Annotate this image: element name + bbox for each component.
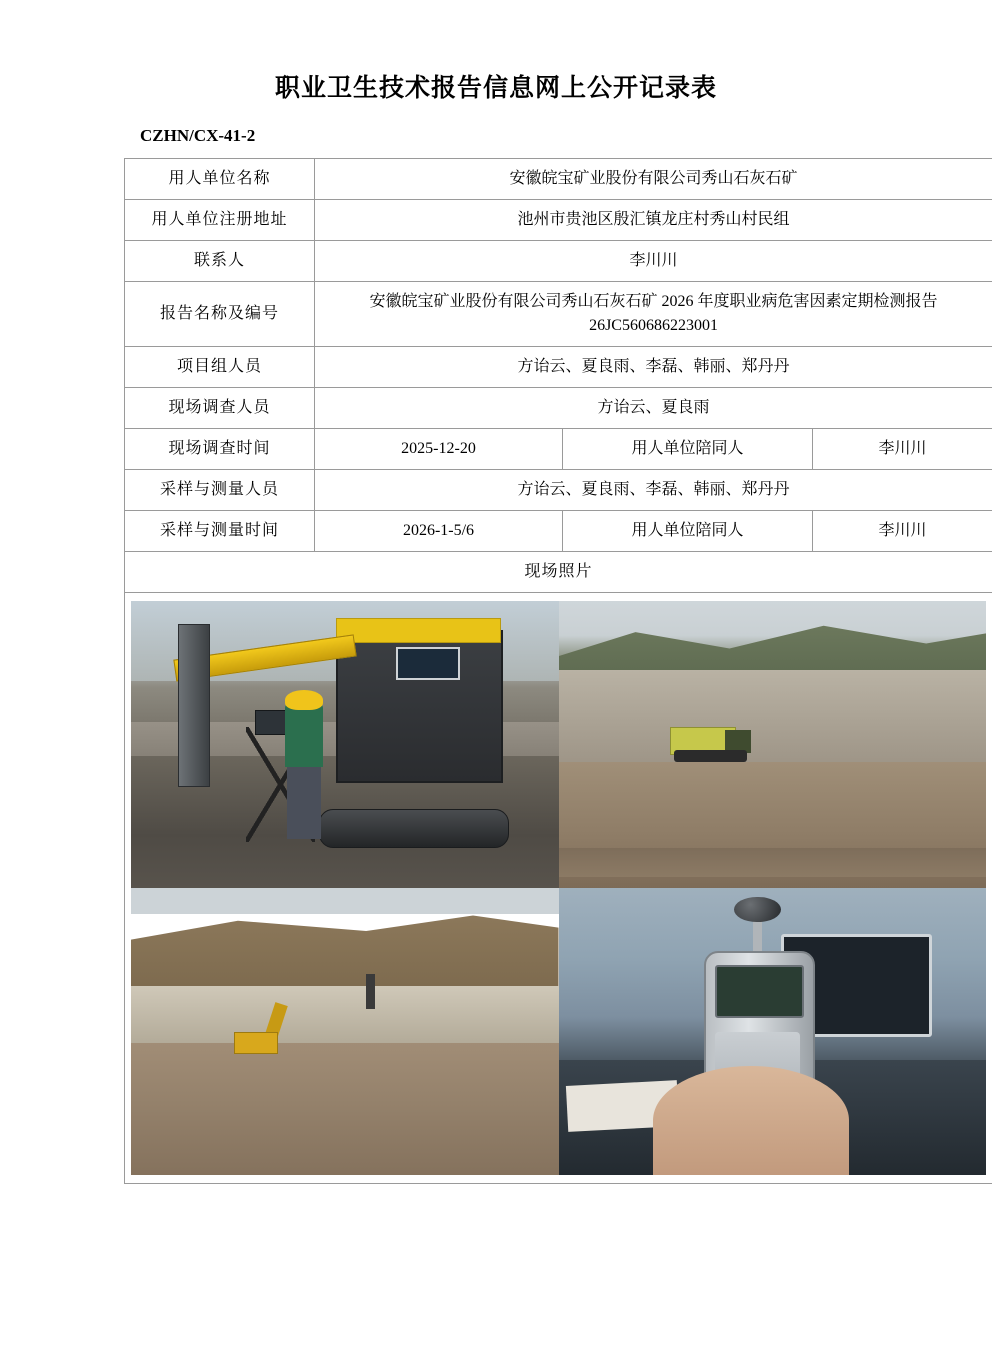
row-label-survey-staff: 现场调查人员 [125,388,315,429]
row-value-survey-accompanier: 李川川 [813,429,992,470]
photo3-earth-slope [131,905,559,991]
photo-quarry-dump-truck [559,601,987,888]
row-value-contact-person: 李川川 [315,241,992,282]
photo2-tire-tracks [559,848,987,877]
table-row [125,200,992,241]
photo1-drill-mast [178,624,210,787]
row-value-sampling-accompanier: 李川川 [813,511,992,552]
photo1-safety-helmet [285,690,323,710]
photo1-crawler-track [319,809,509,848]
table-row [125,282,992,347]
row-label-sampling-date: 采样与测量时间 [125,511,315,552]
row-label-project-team: 项目组人员 [125,347,315,388]
record-table [124,158,992,1184]
photo3-sky [131,888,559,914]
row-value-survey-staff: 方诒云、夏良雨 [315,388,992,429]
row-value-sampling-staff: 方诒云、夏良雨、李磊、韩丽、郑丹丹 [315,470,992,511]
row-value-project-team: 方诒云、夏良雨、李磊、韩丽、郑丹丹 [315,347,992,388]
row-value-employer-name: 安徽皖宝矿业股份有限公司秀山石灰石矿 [315,159,992,200]
row-label-contact-person: 联系人 [125,241,315,282]
photo2-truck-wheels [674,750,747,761]
photo3-excavator-body [234,1032,279,1054]
photo-sound-level-meter [559,888,987,1175]
photo2-rock-face [559,670,987,768]
row-label-survey-date: 现场调查时间 [125,429,315,470]
photo1-worker-body [285,704,323,767]
photo-grid [131,601,986,1175]
photo4-microphone-stem [753,917,762,954]
table-row [125,347,992,388]
photo1-rig-top [336,618,500,643]
photos-cell [125,593,992,1184]
table-row [125,511,992,552]
form-code: CZHN/CX-41-2 [140,126,992,146]
row-label-employer-name: 用人单位名称 [125,159,315,200]
photo3-rock-bench [131,986,559,1043]
row-label-sampling-accompanier: 用人单位陪同人 [563,511,813,552]
photos-section-header: 现场照片 [125,552,992,593]
photo3-ground [131,1043,559,1175]
photo1-worker-legs [287,765,321,840]
table-row [125,388,992,429]
photo-drilling-rig-surveyor [131,601,559,888]
photo4-windscreen-icon [734,897,781,923]
photo4-meter-display [715,965,805,1018]
photo4-hand [653,1066,850,1175]
photo3-distant-drill-rig [366,974,375,1008]
table-row [125,470,992,511]
row-label-sampling-staff: 采样与测量人员 [125,470,315,511]
table-row-photos [125,593,992,1184]
row-value-employer-address: 池州市贵池区殷汇镇龙庄村秀山村民组 [315,200,992,241]
document-page [0,68,992,1362]
page-title: 职业卫生技术报告信息网上公开记录表 [0,68,992,104]
row-value-report-name-code: 安徽皖宝矿业股份有限公司秀山石灰石矿 2026 年度职业病危害因素定期检测报告 26JC560686223001 [315,282,992,347]
row-label-report-name-code: 报告名称及编号 [125,282,315,347]
photo1-control-panel [396,647,460,680]
row-label-survey-accompanier: 用人单位陪同人 [563,429,813,470]
row-label-employer-address: 用人单位注册地址 [125,200,315,241]
table-row [125,159,992,200]
table-row [125,429,992,470]
table-row [125,552,992,593]
photo-excavator-quarry-bench [131,888,559,1175]
row-value-sampling-date: 2026-1-5/6 [315,511,563,552]
row-value-survey-date: 2025-12-20 [315,429,563,470]
table-row [125,241,992,282]
